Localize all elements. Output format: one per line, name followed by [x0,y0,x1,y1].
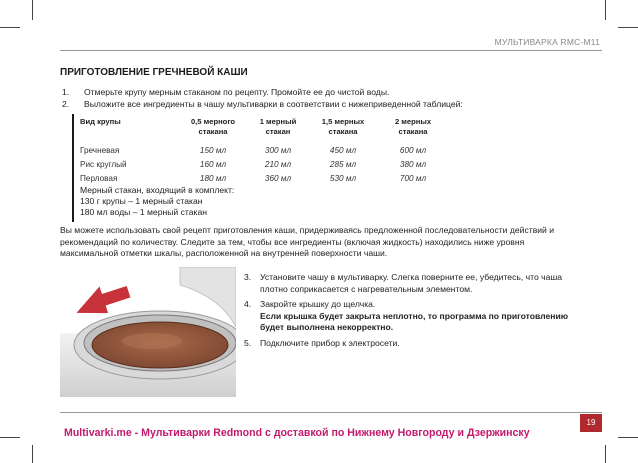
step-text: Подключите прибор к электросети. [260,338,400,348]
crop-mark [32,0,33,20]
crop-mark [0,27,20,28]
table-cell: 700 мл [399,173,427,183]
table-cell: 150 мл [199,145,227,155]
multicooker-photo [60,267,236,397]
table-row [80,157,448,171]
step-text: Закройте крышку до щелчка. [260,299,376,309]
table-cell: 300 мл [264,145,292,155]
table-cell: 360 мл [264,173,292,183]
crop-mark [32,445,33,463]
table-cell: 530 мл [329,173,357,183]
footer-divider [60,412,602,413]
page-number-badge: 19 [580,414,602,432]
table-cell: Перловая [80,173,118,183]
crop-mark [605,445,606,463]
table-cell: 285 мл [329,159,357,169]
header-title: МУЛЬТИВАРКА RMC-M11 [494,37,600,47]
step-text: Отмерьте крупу мерным стаканом по рецепту. Промойте ее до чистой воды. [84,87,390,97]
step-number: 1. [62,87,70,97]
cup-note-line: 180 мл воды – 1 мерный стакан [80,207,207,218]
crop-mark [618,27,638,28]
table-header-cell: 1 мерный стакан [259,117,297,136]
table-row [80,171,448,185]
step-number: 2. [62,99,70,109]
table-header-cell: 1,5 мерных стакана [321,117,365,136]
table-header-cell: 0,5 мерного стакана [190,117,236,136]
ad-banner-link[interactable]: Multivarki.me - Мультиварки Redmond с доставкой по Нижнему Новгороду и Дзержинску [64,427,530,439]
step-warning: Если крышка будет закрыта неплотно, то программа по приготовлению будет выполнена некорректно. [260,310,569,333]
table-cell: 210 мл [264,159,292,169]
measuring-cup-note [80,185,234,219]
step-body [260,299,590,334]
ingredients-table [80,117,448,185]
table-row [80,143,448,157]
cup-note-line: Мерный стакан, входящий в комплект: [80,185,235,195]
step-text: Установите чашу в мультиварку. Слегка поверните ее, убедитесь, что чаша плотно соприкасается с нагревательным элементом. [260,272,563,294]
table-header-cell: Вид крупы [80,117,121,126]
step-text: Выложите все ингредиенты в чашу мультиварки в соответствии с нижеприведенной таблицей: [84,99,463,109]
section-title: ПРИГОТОВЛЕНИЕ ГРЕЧНЕВОЙ КАШИ [60,67,248,78]
header-divider [60,50,602,51]
crop-mark [0,437,20,438]
step-number: 4. [244,299,252,309]
table-cell: 180 мл [199,173,227,183]
table-cell: 450 мл [329,145,357,155]
step-number: 5. [244,338,252,348]
table-cell: 600 мл [399,145,427,155]
table-accent-bar [72,114,74,222]
recipe-paragraph: Вы можете использовать свой рецепт приготовления каши, придерживаясь предложенной последовательности действий и рекомендаций по количеству. Следите за тем, чтобы все ингредиенты (включая жидкость) находились ниже уровня максимальной отметки шкалы, расположенной на внутренней поверхности чаши. [60,225,555,259]
table-cell: 380 мл [399,159,427,169]
cup-note-line: 130 г крупы – 1 мерный стакан [80,196,203,207]
table-header-cell: 2 мерных стакана [394,117,432,136]
table-cell: Гречневая [80,145,120,155]
crop-mark [605,0,606,20]
step-number: 3. [244,272,252,282]
crop-mark [618,437,638,438]
table-cell: Рис круглый [80,159,127,169]
table-header-row [80,117,448,143]
table-cell: 160 мл [199,159,227,169]
